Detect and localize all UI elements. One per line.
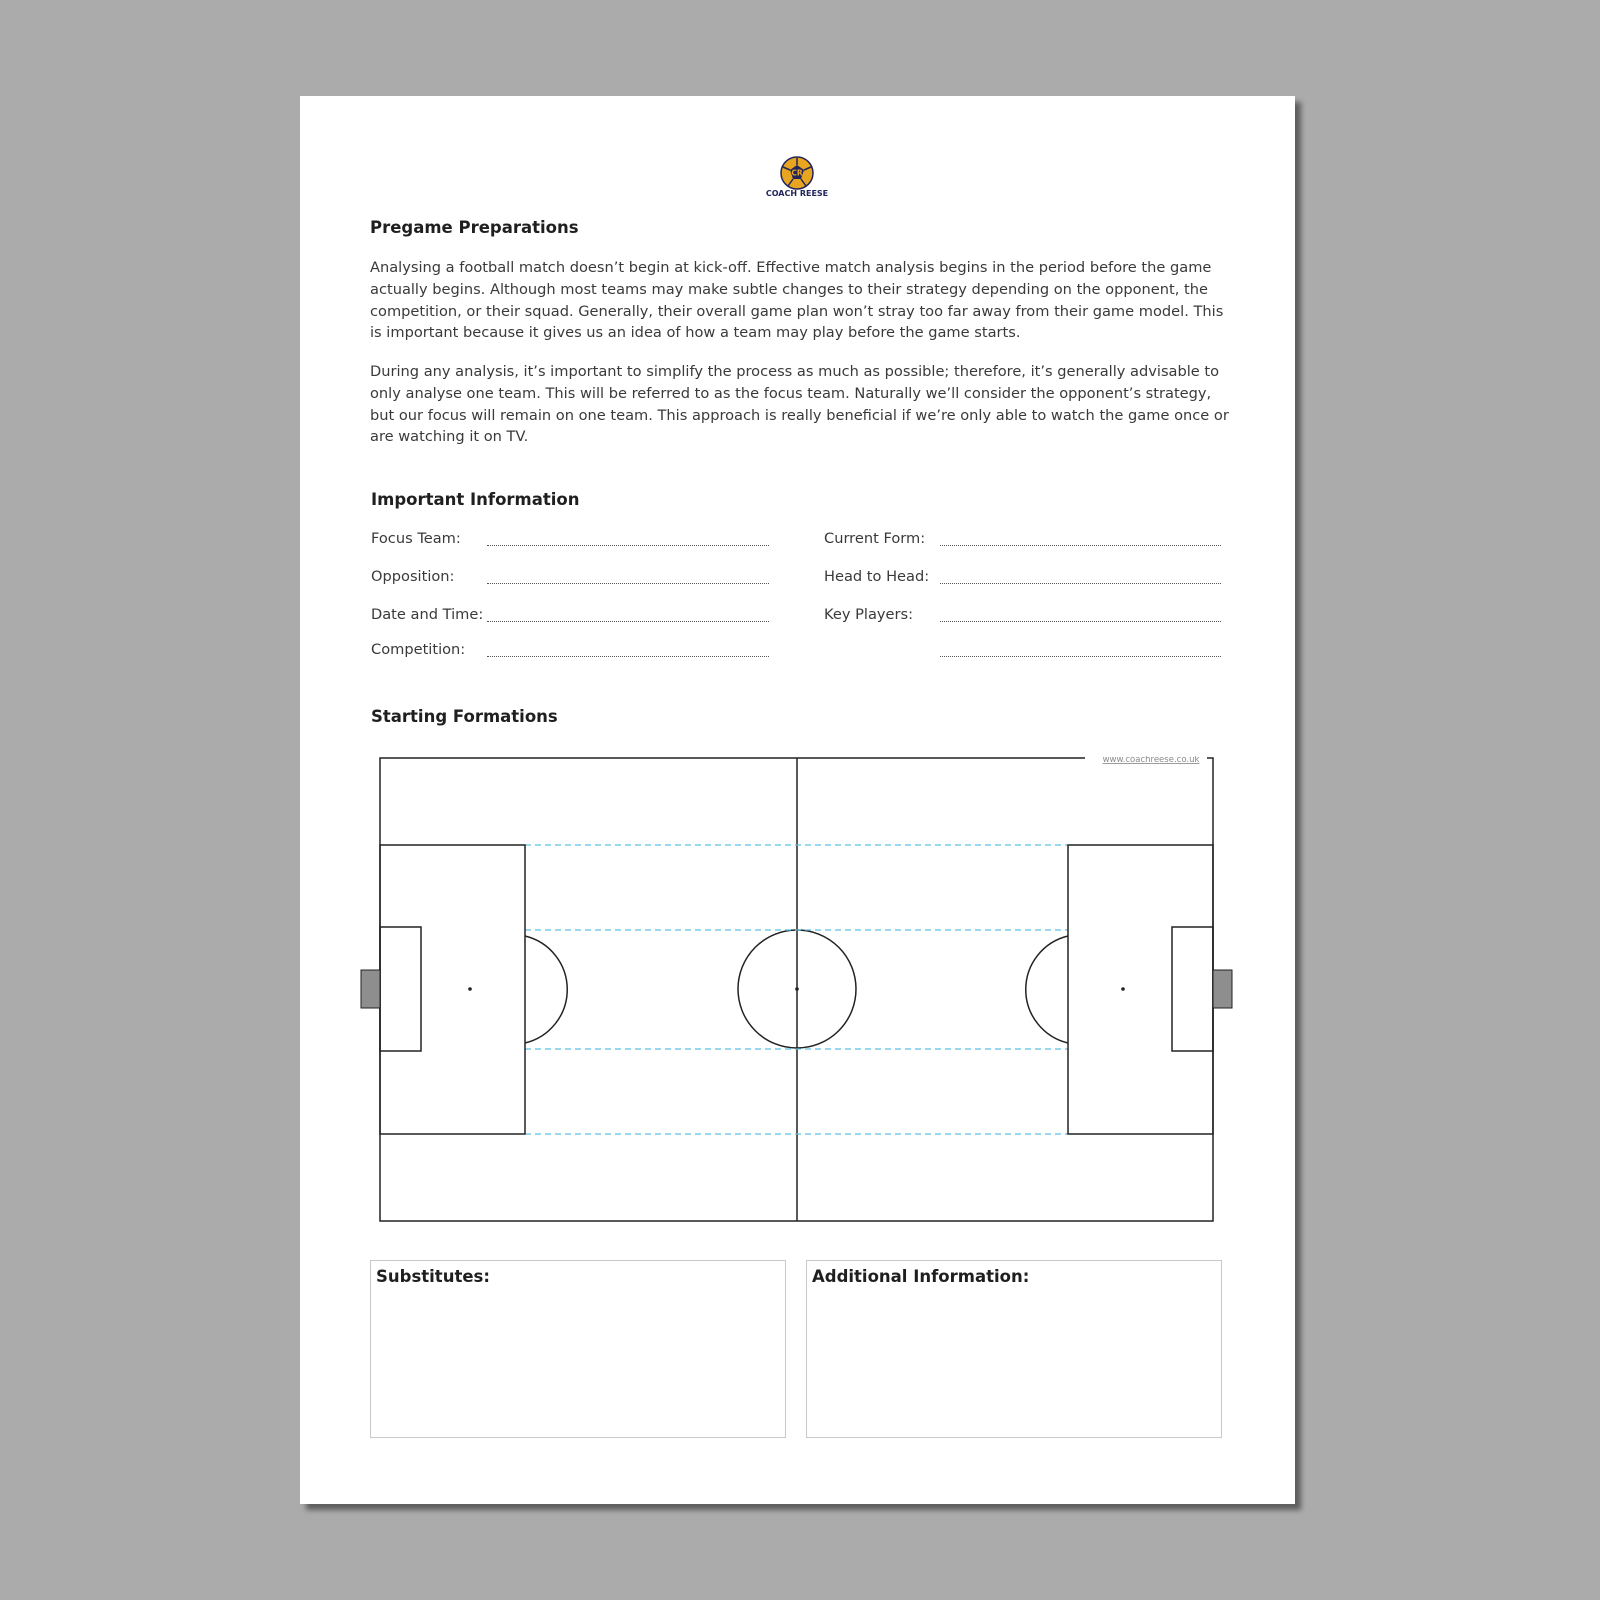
left-goal-area: [380, 927, 421, 1051]
formations-heading: Starting Formations: [371, 707, 558, 726]
date-time-line[interactable]: [487, 621, 769, 622]
competition-label: Competition:: [371, 641, 466, 658]
svg-text:CR: CR: [791, 168, 803, 178]
football-pitch-diagram[interactable]: [360, 756, 1235, 1231]
current-form-label: Current Form:: [824, 530, 926, 547]
key-players-line-2[interactable]: [940, 656, 1221, 657]
left-penalty-spot: [468, 987, 472, 991]
current-form-line[interactable]: [940, 545, 1221, 546]
date-time-label: Date and Time:: [371, 606, 484, 623]
worksheet-page: [300, 96, 1295, 1504]
football-badge-icon: [780, 156, 814, 190]
pregame-heading: Pregame Preparations: [370, 218, 579, 237]
right-penalty-spot: [1121, 987, 1125, 991]
right-penalty-arc: [1026, 936, 1068, 1043]
right-penalty-area: [1068, 845, 1213, 1134]
additional-info-box[interactable]: [806, 1260, 1222, 1438]
focus-team-label: Focus Team:: [371, 530, 461, 547]
head-to-head-line[interactable]: [940, 583, 1221, 584]
pregame-paragraph-1: Analysing a football match doesn’t begin at kick-off. Effective match analysis begins in the period before the game actually begins. Although most teams may make subtle changes to their strategy depending on the opponent, the competition, or their squad. Generally, their overall game plan won’t stray too far away from their game model. This is important because it gives us an idea of how a team may play before the game starts.: [370, 259, 1224, 342]
key-players-line[interactable]: [940, 621, 1221, 622]
key-players-label: Key Players:: [824, 606, 914, 623]
additional-info-label: Additional Information:: [812, 1267, 1030, 1286]
left-penalty-area: [380, 845, 525, 1134]
substitutes-label: Substitutes:: [376, 1267, 490, 1286]
left-goal: [361, 970, 380, 1008]
opposition-label: Opposition:: [371, 568, 455, 585]
brand-name: COACH REESE: [765, 189, 829, 198]
centre-spot: [795, 987, 799, 991]
right-goal: [1213, 970, 1232, 1008]
left-penalty-arc: [525, 936, 567, 1043]
coach-reese-logo: [761, 156, 833, 202]
focus-team-line[interactable]: [487, 545, 769, 546]
competition-line[interactable]: [487, 656, 769, 657]
right-goal-area: [1172, 927, 1213, 1051]
pregame-paragraph-2: During any analysis, it’s important to simplify the process as much as possible; therefore, it’s generally advisable to only analyse one team. This will be referred to as the focus team. Naturally we’ll consider the opponent’s strategy, but our focus will remain on one team. This approach is really beneficial if we’re only able to watch the game once or are watching it on TV.: [370, 363, 1229, 446]
opposition-line[interactable]: [487, 583, 769, 584]
substitutes-box[interactable]: [370, 1260, 786, 1438]
important-info-heading: Important Information: [371, 490, 580, 509]
head-to-head-label: Head to Head:: [824, 568, 930, 585]
watermark-url: www.coachreese.co.uk: [1102, 756, 1200, 765]
